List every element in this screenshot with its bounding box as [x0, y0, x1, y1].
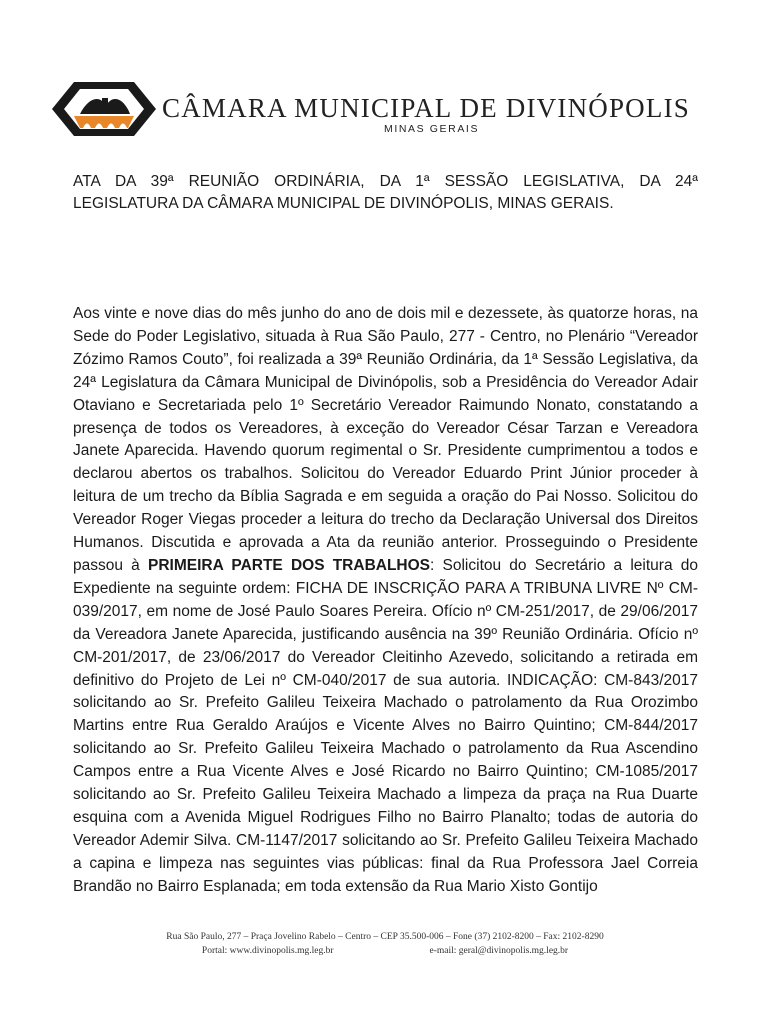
letterhead [50, 76, 720, 146]
footer-portal: Portal: www.divinopolis.mg.leg.br [201, 946, 334, 956]
body-bold-heading: PRIMEIRA PARTE DOS TRABALHOS [147, 556, 431, 574]
body-text-part1: Aos vinte e nove dias do mês junho do ano de dois mil e dezessete, às quatorze horas, na Sede do Poder Legislativo, situada à Rua São Paulo, 277 - Centro, no Plenário “Vereador Zózimo Ramos Couto”, foi realizada a 39ª Reunião Ordinária, da 1ª Sessão Legislativa, da 24ª Legislatura da Câmara Municipal de Divinópolis, sob a Presidência do Vereador Adair Otaviano e Secretariada pelo 1º Secretário Vereador Raimundo Nonato, constatando a presença de todos os Vereadores, à exceção do Vereador César Tarzan e Vereadora Janete Aparecida. Havendo quorum regimental o Sr. Presidente cumprimentou a todos e declarou abertos os trabalhos. Solicitou do Vereador Eduardo Print Júnior proceder à leitura de um trecho da Bíblia Sagrada e em seguida a oração do Pai Nosso. Solicitou do Vereador Roger Viegas proceder a leitura do trecho da Declaração Universal dos Direitos Humanos. Discutida e aprovada a Ata da reunião anterior. Prosseguindo o Presidente passou à [73, 305, 698, 574]
chamber-building-logo-icon [50, 76, 158, 142]
footer-address: Rua São Paulo, 277 – Praça Jovelino Rabelo – Centro – CEP 35.500-006 – Fone (37) 2102-8200 – Fax: 2102-8290 [166, 932, 604, 942]
document-body [73, 303, 698, 899]
organization-name: CÂMARA MUNICIPAL DE DIVINÓPOLIS [162, 93, 690, 123]
page-footer [0, 930, 770, 958]
document-title: ATA DA 39ª REUNIÃO ORDINÁRIA, DA 1ª SESSÃO LEGISLATIVA, DA 24ª LEGISLATURA DA CÂMARA MUNICIPAL DE DIVINÓPOLIS, MINAS GERAIS. [73, 173, 698, 212]
footer-email: e-mail: geral@divinopolis.mg.leg.br [429, 946, 569, 956]
organization-state: MINAS GERAIS [384, 123, 480, 135]
body-text-part2: : Solicitou do Secretário a leitura do Expediente na seguinte ordem: FICHA DE INSCRIÇÃO PARA A TRIBUNA LIVRE Nº CM-039/2017, em nome de José Paulo Soares Pereira. Ofício nº CM-251/2017, de 29/06/2017 da Vereadora Janete Aparecida, justificando ausência na 39º Reunião Ordinária. Ofício nº CM-201/2017, de 23/06/2017 do Vereador Cleitinho Azevedo, solicitando a retirada em definitivo do Projeto de Lei nº CM-040/2017 de sua autoria. INDICAÇÃO: CM-843/2017 solicitando ao Sr. Prefeito Galileu Teixeira Machado o patrolamento da Rua Orozimbo Martins entre Rua Geraldo Araújos e Vicente Alves no Bairro Quintino; CM-844/2017 solicitando ao Sr. Prefeito Galileu Teixeira Machado o patrolamento da Rua Ascendino Campos entre a Rua Vicente Alves e José Ricardo no Bairro Quintino; CM-1085/2017 solicitando ao Sr. Prefeito Galileu Teixeira Machado a limpeza da praça na Rua Duarte esquina com a Avenida Miguel Rodrigues Filho no Bairro Planalto; todas de autoria do Vereador Ademir Silva. CM-1147/2017 solicitando ao Sr. Prefeito Galileu Teixeira Machado a capina e limpeza nas seguintes vias públicas: final da Rua Professora Jael Correia Brandão no Bairro Esplanada; em toda extensão da Rua Mario Xisto Gontijo [73, 556, 698, 895]
